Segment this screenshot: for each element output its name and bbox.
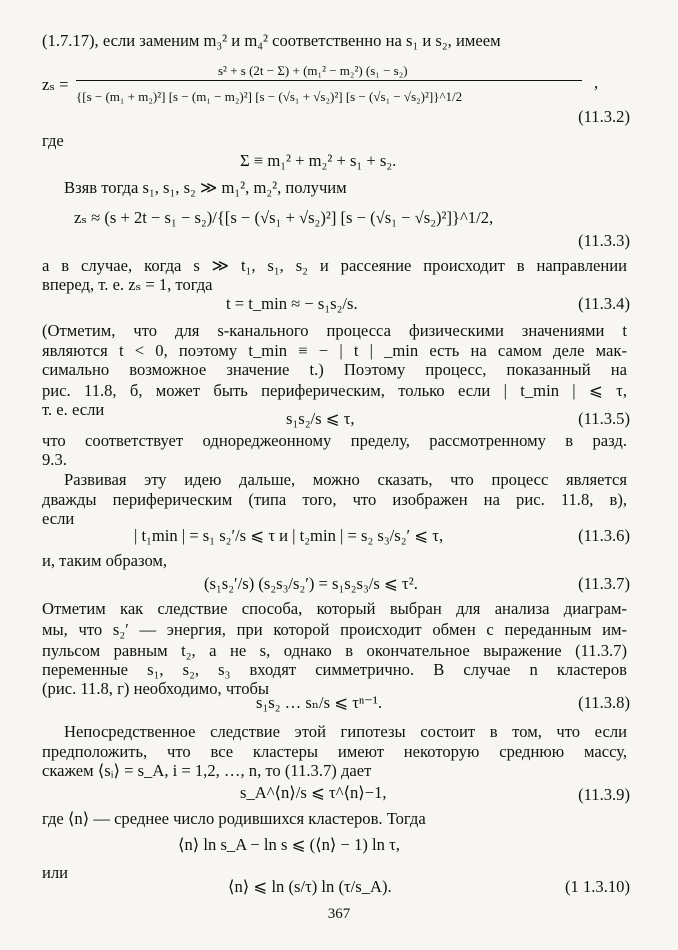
equation: ⟨n⟩ ⩽ ln (s/τ) ln (τ/s_A). [228,877,392,896]
text-line: если [42,509,75,528]
text-line: мы, что s₂′ — энергия, при которой происходит обмен с переданным им- [42,620,627,639]
equation-number: (11.3.5) [578,409,630,428]
equation-number: (11.3.4) [578,294,630,313]
equation-lhs: zₛ = [42,75,69,94]
equation-number: (1 1.3.10) [565,877,630,896]
text-line: Непосредственное следствие этой гипотезы состоит в том, что если [64,722,627,741]
text-line: (рис. 11.8, г) необходимо, чтобы [42,679,270,698]
text-line: 9.3. [42,450,67,469]
equation: s_A^⟨n⟩/s ⩽ τ^⟨n⟩−1, [240,783,387,802]
text-line: переменные s₁, s₂, s₃ входят симметрично. В случае n кластеров [42,660,627,679]
equation: (s₁s₂′/s) (s₂s₃/s₂′) = s₁s₂s₃/s ⩽ τ². [204,574,418,593]
equation-number: (11.3.9) [578,785,630,804]
text-line: являются t < 0, поэтому t_min ≡ − | t | _min есть на самом деле мак- [42,341,627,360]
text-line: где ⟨n⟩ — среднее число родившихся кластеров. Тогда [42,809,426,828]
text-line: предположить, что все кластеры имеют некоторую среднюю массу, [42,742,627,761]
text-line: Отметим как следствие способа, который выбран для анализа диаграм- [42,599,627,618]
text-line: (Отметим, что для s-канального процесса физическими значениями t [42,321,627,340]
text-line: что соответствует однореджеонному пределу, рассмотренному в разд. [42,431,627,450]
text-line: симально возможное значение t.) Поэтому процесс, показанный на [42,360,627,379]
page-number: 367 [327,906,351,922]
text-line: дважды периферическим (типа того, что изображен на рис. 11.8, в), [42,490,627,509]
text-line: а в случае, когда s ≫ t₁, s₁, s₂ и рассеяние происходит в направлении [42,256,627,275]
text-line: вперед, т. е. zₛ = 1, тогда [42,275,213,294]
text-line: т. е. если [42,400,105,419]
equation-number: (11.3.6) [578,526,630,545]
equation-comma: , [594,73,599,92]
equation: Σ ≡ m₁² + m₂² + s₁ + s₂. [240,151,397,170]
equation-number: (11.3.3) [578,231,630,250]
fraction-denominator: {[s − (m₁ + m₂)²] [s − (m₁ − m₂)²] [s − (√s₁ + √s₂)²] [s − (√s₁ − √s₂)²]}^1/2 [76,89,463,104]
text-line: Развивая эту идею дальше, можно сказать, что процесс является [64,470,627,489]
fraction-numerator: s² + s (2t − Σ) + (m₁² − m₂²) (s₁ − s₂) [218,63,408,78]
equation: t = t_min ≈ − s₁s₂/s. [226,294,358,313]
equation-number: (11.3.2) [578,107,630,126]
equation-number: (11.3.7) [578,574,630,593]
equation: zₛ ≈ (s + 2t − s₁ − s₂)/{[s − (√s₁ + √s₂)²] [s − (√s₁ − √s₂)²]}^1/2, [74,208,494,227]
equation: s₁s₂/s ⩽ τ, [286,409,355,428]
text-line: скажем ⟨sᵢ⟩ = s_A, i = 1,2, …, n, то (11.3.7) дает [42,761,372,780]
fraction-bar [76,80,582,81]
text-line: или [42,863,69,882]
equation: ⟨n⟩ ln s_A − ln s ⩽ (⟨n⟩ − 1) ln τ, [178,835,400,854]
equation: s₁s₂ … sₙ/s ⩽ τⁿ⁻¹. [256,693,383,712]
text-line: рис. 11.8, б, может быть периферическим, только если | t_min | ⩽ τ, [42,381,627,400]
text-line: и, таким образом, [42,551,168,570]
text-line: где [42,131,64,150]
equation-number: (11.3.8) [578,693,630,712]
text-line: (1.7.17), если заменим m₃² и m₄² соответственно на s₁ и s₂, имеем [42,31,501,50]
equation: | t₁min | = s₁ s₂′/s ⩽ τ и | t₂min | = s₂ s₃/s₂′ ⩽ τ, [134,526,444,545]
text-line: Взяв тогда s₁, s₁, s₂ ≫ m₁², m₂², получим [64,178,347,197]
text-line: пульсом равным t₂, а не s, однако в окончательное выражение (11.3.7) [42,641,627,660]
